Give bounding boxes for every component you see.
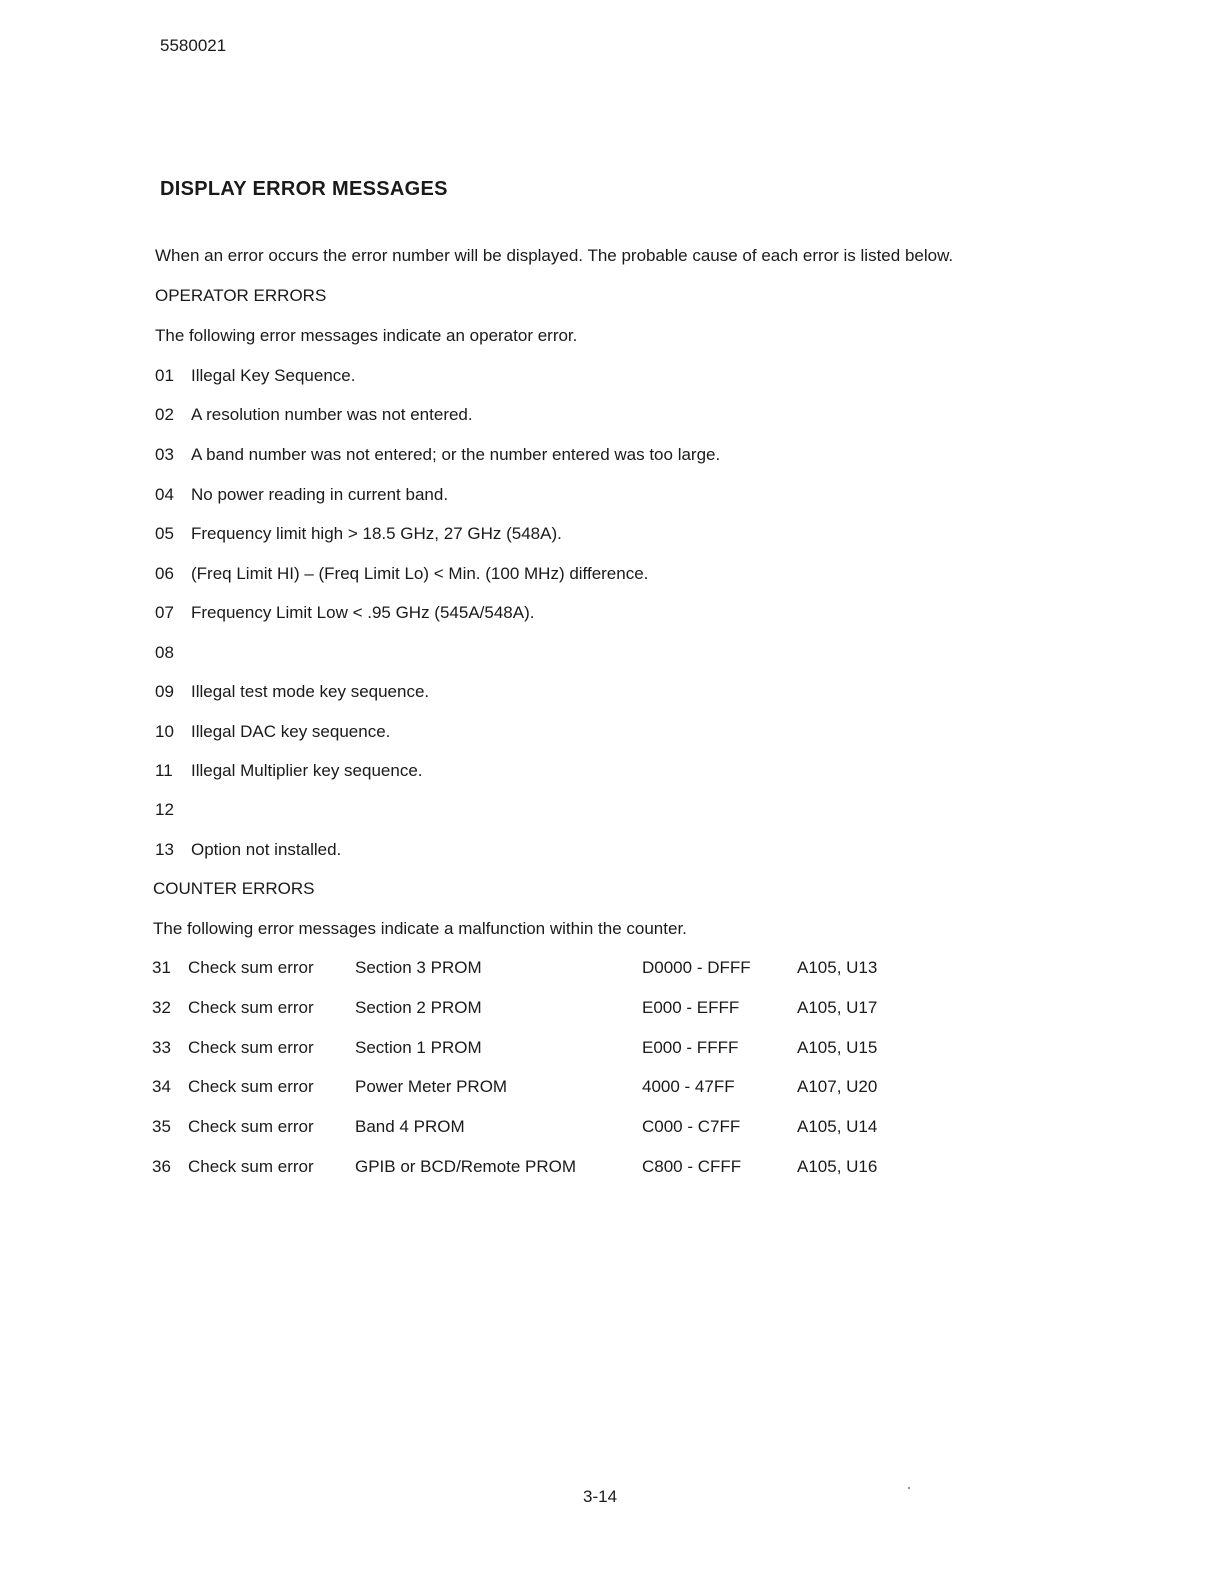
counter-errors-description: The following error messages indicate a malfunction within the counter. [153,919,687,938]
section-title: DISPLAY ERROR MESSAGES [160,178,448,200]
prom-section: Section 1 PROM [355,1038,482,1057]
error-code: 05 [155,524,174,543]
operator-error-item [155,405,473,425]
error-type: Check sum error [188,958,314,977]
error-type: Check sum error [188,1117,314,1136]
operator-error-item [155,800,191,820]
doc-number: 5580021 [160,36,227,55]
error-type: Check sum error [188,998,314,1017]
board-location: A105, U13 [797,958,878,977]
error-text: Illegal DAC key sequence. [191,722,391,741]
error-text: Option not installed. [191,840,342,859]
error-text: Illegal Multiplier key sequence. [191,761,423,780]
error-code: 34 [152,1077,171,1096]
error-code: 13 [155,840,174,859]
counter-errors-heading: COUNTER ERRORS [153,879,315,898]
error-code: 04 [155,485,174,504]
board-location: A105, U17 [797,998,878,1017]
error-text: Frequency limit high > 18.5 GHz, 27 GHz (548A). [191,524,562,543]
prom-section: Section 3 PROM [355,958,482,977]
address-range: C800 - CFFF [642,1157,742,1176]
board-location: A105, U16 [797,1157,878,1176]
error-code: 35 [152,1117,171,1136]
operator-error-item [155,840,341,860]
prom-section: GPIB or BCD/Remote PROM [355,1157,577,1176]
address-range: E000 - FFFF [642,1038,739,1057]
prom-section: Section 2 PROM [355,998,482,1017]
page-number: 3-14 [583,1487,618,1506]
operator-error-item [155,485,448,505]
error-code: 01 [155,366,174,385]
error-code: 09 [155,682,174,701]
error-code: 02 [155,405,174,424]
intro-text: When an error occurs the error number will be displayed. The probable cause of each error is listed below. [155,246,954,265]
address-range: E000 - EFFF [642,998,740,1017]
error-code: 11 [155,761,173,780]
prom-section: Band 4 PROM [355,1117,465,1136]
board-location: A105, U14 [797,1117,878,1136]
scan-speck [908,1487,910,1489]
operator-error-item [155,682,429,702]
error-code: 12 [155,800,174,819]
operator-error-item [155,722,390,742]
error-code: 32 [152,998,171,1017]
error-code: 07 [155,603,174,622]
error-code: 10 [155,722,174,741]
error-code: 36 [152,1157,171,1176]
error-code: 33 [152,1038,171,1057]
operator-error-item [155,445,720,465]
error-code: 08 [155,643,174,662]
board-location: A105, U15 [797,1038,878,1057]
error-code: 31 [152,958,171,977]
error-text: A resolution number was not entered. [191,405,473,424]
error-type: Check sum error [188,1038,314,1057]
operator-error-item [155,366,355,386]
operator-error-item [155,603,534,623]
error-code: 06 [155,564,174,583]
board-location: A107, U20 [797,1077,878,1096]
operator-errors-heading: OPERATOR ERRORS [155,286,327,305]
error-type: Check sum error [188,1157,314,1176]
address-range: C000 - C7FF [642,1117,741,1136]
operator-error-item [155,564,648,584]
error-type: Check sum error [188,1077,314,1096]
error-text: Illegal test mode key sequence. [191,682,430,701]
error-text: Illegal Key Sequence. [191,366,356,385]
address-range: D0000 - DFFF [642,958,751,977]
error-text: (Freq Limit HI) – (Freq Limit Lo) < Min. (100 MHz) difference. [191,564,649,583]
operator-errors-description: The following error messages indicate an operator error. [155,326,578,345]
error-text: Frequency Limit Low < .95 GHz (545A/548A). [191,603,535,622]
error-code: 03 [155,445,174,464]
operator-error-item [155,643,191,663]
error-text: A band number was not entered; or the number entered was too large. [191,445,721,464]
prom-section: Power Meter PROM [355,1077,508,1096]
operator-error-item [155,761,423,781]
address-range: 4000 - 47FF [642,1077,735,1096]
operator-error-item [155,524,562,544]
error-text: No power reading in current band. [191,485,449,504]
